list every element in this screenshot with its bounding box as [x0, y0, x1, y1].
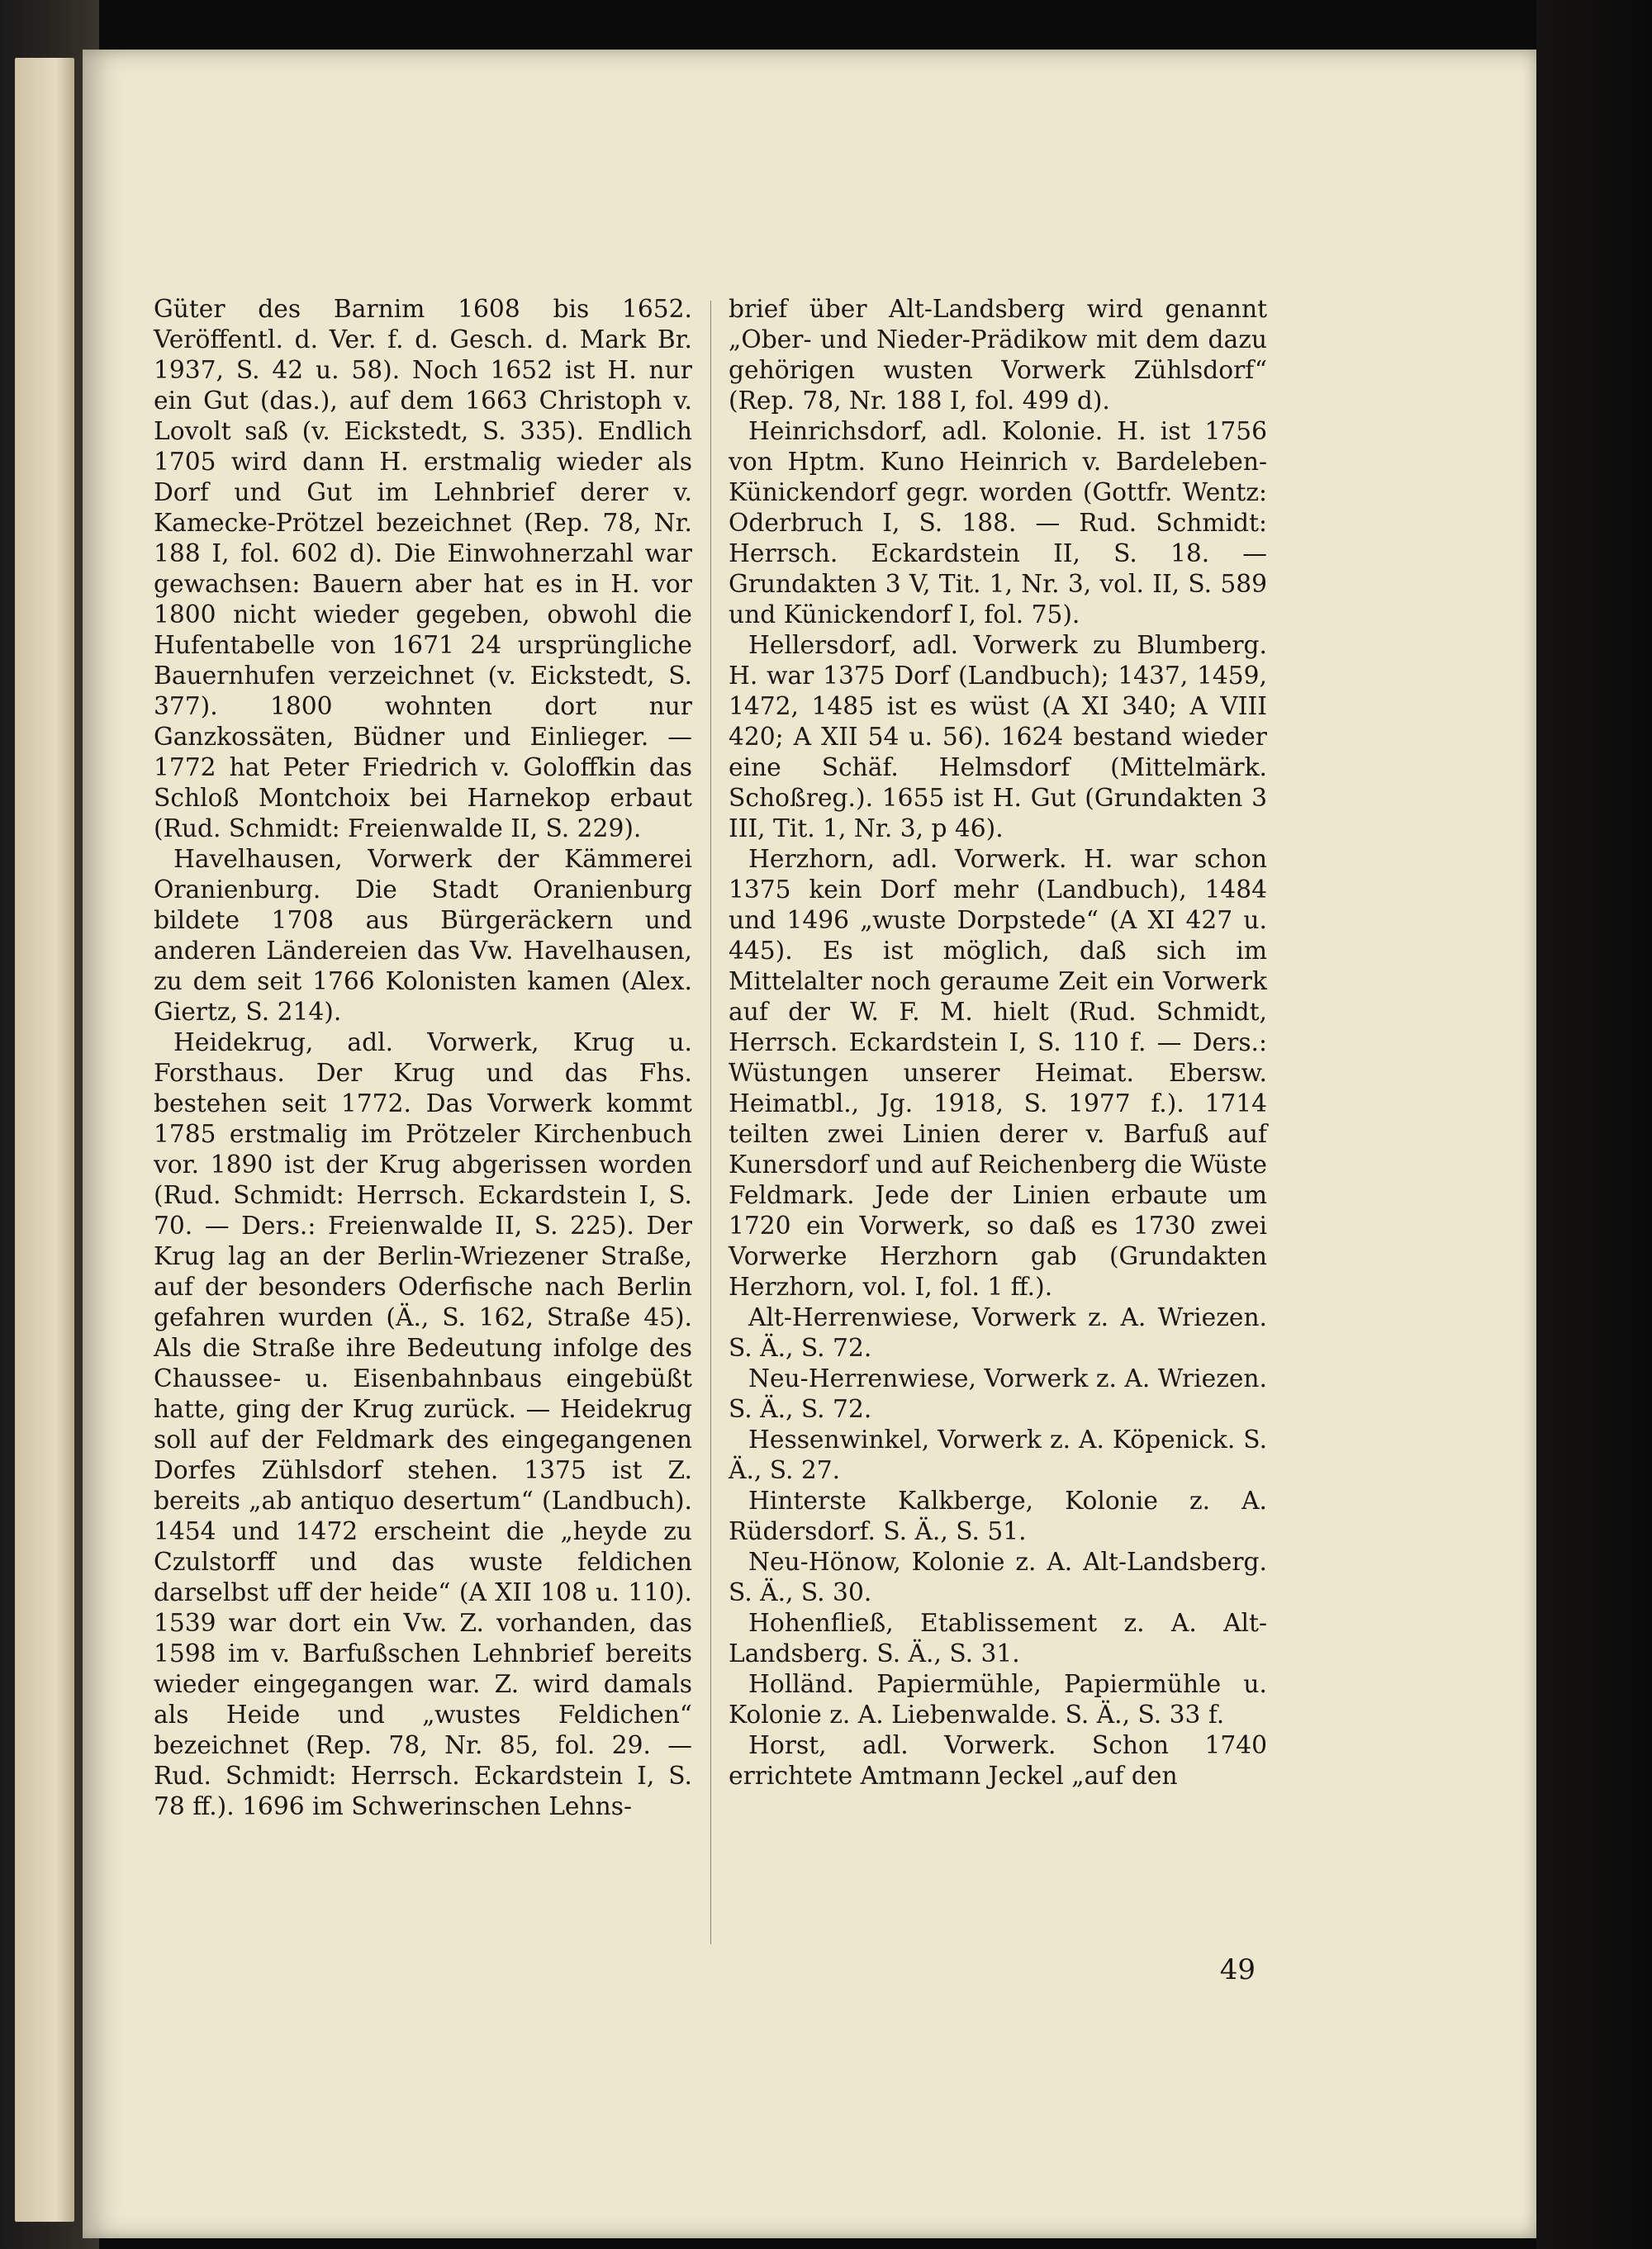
background-shadow — [1536, 0, 1652, 2249]
column-divider — [710, 301, 711, 1944]
left-page-edge — [15, 58, 74, 2222]
entry-horst: Horst, adl. Vorwerk. Schon 1740 errichtete Amtmann Jeckel „auf den — [729, 1731, 1267, 1791]
entry-herzhorn: Herzhorn, adl. Vorwerk. H. war schon 1375 kein Dorf mehr (Landbuch), 1484 und 1496 „wuste Dorpstede“ (A XI 427 u. 445). Es ist möglich, daß sich im Mittelalter noch geraume Zeit ein Vorwerk auf der W. F. M. hielt (Rud. Schmidt, Herrsch. Eckardstein I, S. 110 f. — Ders.: Wüstungen unserer Heimat. Ebersw. Heimatbl., Jg. 1918, S. 1977 f.). 1714 teilten zwei Linien derer v. Barfuß auf Kunersdorf und auf Reichenberg die Wüste Feldmark. Jede der Linien erbaute um 1720 ein Vorwerk, so daß es 1730 zwei Vorwerke Herzhorn gab (Grundakten Herzhorn, vol. I, fol. 1 ff.). — [729, 845, 1267, 1302]
left-column — [154, 294, 692, 1822]
entry-hellersdorf: Hellersdorf, adl. Vorwerk zu Blumberg. H. war 1375 Dorf (Landbuch); 1437, 1459, 1472, 1485 ist es wüst (A XI 340; A VIII 420; A XII 54 u. 56). 1624 bestand wieder eine Schäf. Helmsdorf (Mittelmärk. Schoßreg.). 1655 ist H. Gut (Grundakten 3 III, Tit. 1, Nr. 3, p 46). — [729, 631, 1267, 843]
right-column — [729, 294, 1267, 1791]
entry-neu-hoenow: Neu-Hönow, Kolonie z. A. Alt-Landsberg. S. Ä., S. 30. — [729, 1548, 1267, 1607]
entry-hollaend-papiermuehle: Holländ. Papiermühle, Papiermühle u. Kolonie z. A. Liebenwalde. S. Ä., S. 33 f. — [729, 1670, 1267, 1729]
text-columns — [154, 294, 1267, 1950]
entry-hessenwinkel: Hessenwinkel, Vorwerk z. A. Köpenick. S. Ä., S. 27. — [729, 1426, 1267, 1485]
paragraph: brief über Alt-Landsberg wird genannt „Ober- und Nieder-Prädikow mit dem dazu gehörigen wusten Vorwerk Zühlsdorf“ (Rep. 78, Nr. 188 I, fol. 499 d). — [729, 295, 1267, 415]
entry-hinterste-kalkberge: Hinterste Kalkberge, Kolonie z. A. Rüdersdorf. S. Ä., S. 51. — [729, 1487, 1267, 1546]
entry-alt-herrenwiese: Alt-Herrenwiese, Vorwerk z. A. Wriezen. S. Ä., S. 72. — [729, 1303, 1267, 1363]
entry-neu-herrenwiese: Neu-Herrenwiese, Vorwerk z. A. Wriezen. S. Ä., S. 72. — [729, 1364, 1267, 1424]
entry-heinrichsdorf: Heinrichsdorf, adl. Kolonie. H. ist 1756 von Hptm. Kuno Heinrich v. Bardeleben-Künickendorf gegr. worden (Gottfr. Wentz: Oderbruch I, S. 188. — Rud. Schmidt: Herrsch. Eckardstein II, S. 18. — Grundakten 3 V, Tit. 1, Nr. 3, vol. II, S. 589 und Künickendorf I, fol. 75). — [729, 417, 1267, 629]
entry-heidekrug: Heidekrug, adl. Vorwerk, Krug u. Forsthaus. Der Krug und das Fhs. bestehen seit 1772. Das Vorwerk kommt 1785 erstmalig im Prötzeler Kirchenbuch vor. 1890 ist der Krug abgerissen worden (Rud. Schmidt: Herrsch. Eckardstein I, S. 70. — Ders.: Freienwalde II, S. 225). Der Krug lag an der Berlin-Wriezener Straße, auf der besonders Oderfische nach Berlin gefahren wurden (Ä., S. 162, Straße 45). Als die Straße ihre Bedeutung infolge des Chaussee- u. Eisenbahnbaus eingebüßt hatte, ging der Krug zurück. — Heidekrug soll auf der Feldmark des eingegangenen Dorfes Zühlsdorf stehen. 1375 ist Z. bereits „ab antiquo desertum“ (Landbuch). 1454 und 1472 erscheint die „heyde zu Czulstorff und das wuste feldichen darselbst uff der heide“ (A XII 108 u. 110). 1539 war dort ein Vw. Z. vorhanden, das 1598 im v. Barfußschen Lehnbrief bereits wieder eingegangen war. Z. wird damals als Heide und „wustes Feldichen“ bezeichnet (Rep. 78, Nr. 85, fol. 29. — Rud. Schmidt: Herrsch. Eckardstein I, S. 78 ff.). 1696 im Schwerinschen Lehns- — [154, 1028, 692, 1821]
entry-hohenfliess: Hohenfließ, Etablissement z. A. Alt-Landsberg. S. Ä., S. 31. — [729, 1609, 1267, 1668]
page-number: 49 — [1219, 1953, 1256, 1986]
entry-havelhausen: Havelhausen, Vorwerk der Kämmerei Oranienburg. Die Stadt Oranienburg bildete 1708 aus Bürgeräckern und anderen Ländereien das Vw. Havelhausen, zu dem seit 1766 Kolonisten kamen (Alex. Giertz, S. 214). — [154, 845, 692, 1027]
paragraph: Güter des Barnim 1608 bis 1652. Veröffentl. d. Ver. f. d. Gesch. d. Mark Br. 1937, S. 42 u. 58). Noch 1652 ist H. nur ein Gut (das.), auf dem 1663 Christoph v. Lovolt saß (v. Eickstedt, S. 335). Endlich 1705 wird dann H. erstmalig wieder als Dorf und Gut im Lehnbrief derer v. Kamecke-Prötzel bezeichnet (Rep. 78, Nr. 188 I, fol. 602 d). Die Einwohnerzahl war gewachsen: Bauern aber hat es in H. vor 1800 nicht wieder gegeben, obwohl die Hufentabelle von 1671 24 ursprüngliche Bauernhufen verzeichnet (v. Eickstedt, S. 377). 1800 wohnten dort nur Ganzkossäten, Büdner und Einlieger. — 1772 hat Peter Friedrich v. Goloffkin das Schloß Montchoix bei Harnekop erbaut (Rud. Schmidt: Freienwalde II, S. 229). — [154, 295, 692, 843]
